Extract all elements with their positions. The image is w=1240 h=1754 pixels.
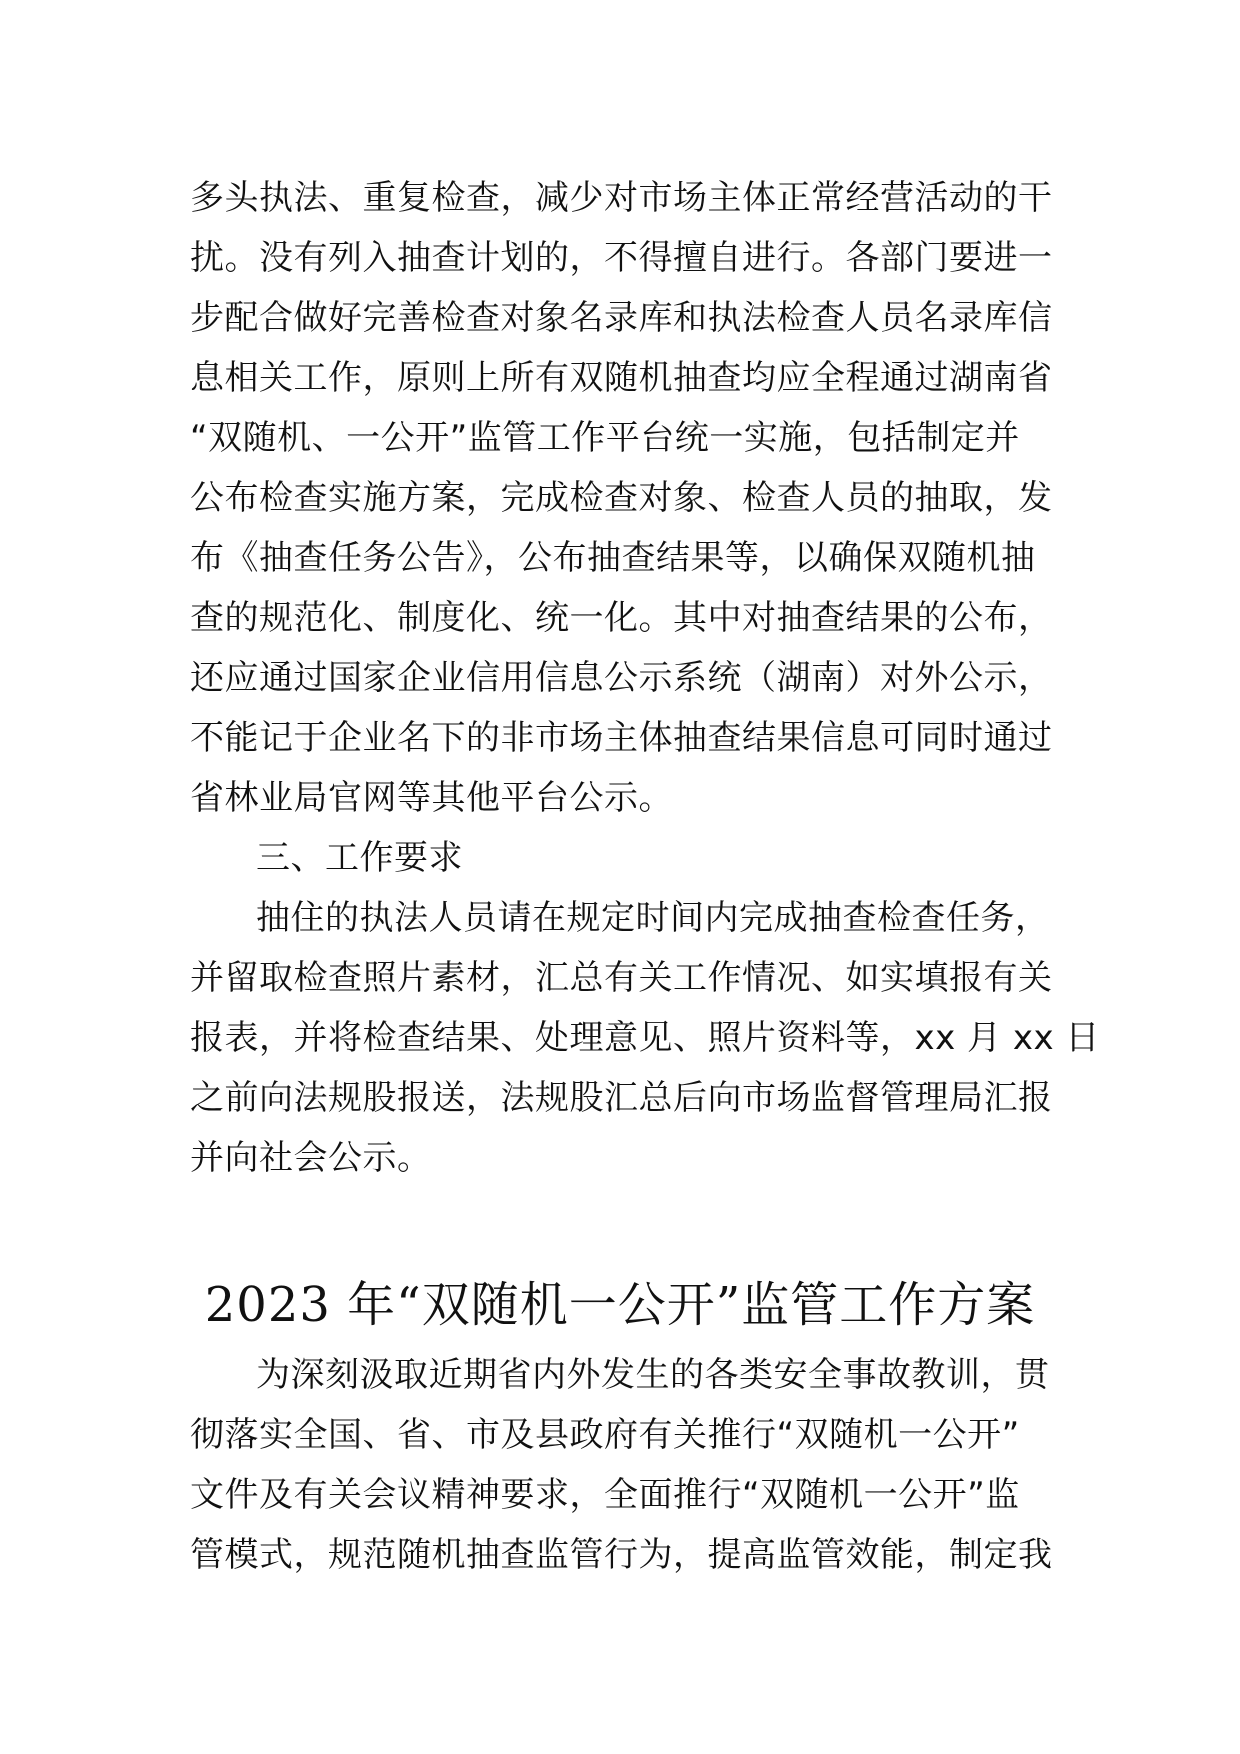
body-text-line: 息相关工作，原则上所有双随机抽查均应全程通过湖南省 <box>190 358 1053 398</box>
body-text-line: 管模式，规范随机抽查监管行为，提高监管效能，制定我 <box>190 1535 1053 1575</box>
paragraph-first-line: 为深刻汲取近期省内外发生的各类安全事故教训，贯 <box>256 1355 1050 1395</box>
body-text-line: 并留取检查照片素材，汇总有关工作情况、如实填报有关 <box>190 958 1053 998</box>
body-text-line: 布《抽查任务公告》，公布抽查结果等，以确保双随机抽 <box>190 538 1036 578</box>
body-text-line: 步配合做好完善检查对象名录库和执法检查人员名录库信 <box>190 298 1053 338</box>
body-text-line: 公布检查实施方案，完成检查对象、检查人员的抽取，发 <box>190 478 1053 518</box>
body-text-line: 文件及有关会议精神要求，全面推行“双随机一公开”监 <box>190 1475 1020 1515</box>
body-text-line: 不能记于企业名下的非市场主体抽查结果信息可同时通过 <box>190 718 1053 758</box>
body-text-line: 多头执法、重复检查，减少对市场主体正常经营活动的干 <box>190 178 1053 218</box>
body-text-line: 彻落实全国、省、市及县政府有关推行“双随机一公开” <box>190 1415 1020 1455</box>
document-title: 2023 年“双随机一公开”监管工作方案 <box>204 1277 1036 1333</box>
body-text-line: 查的规范化、制度化、统一化。其中对抽查结果的公布， <box>190 598 1053 638</box>
section-heading: 三、工作要求 <box>256 838 463 878</box>
body-text-line: 并向社会公示。 <box>190 1138 432 1178</box>
body-text-line: 之前向法规股报送，法规股汇总后向市场监督管理局汇报 <box>190 1078 1053 1118</box>
body-text-line: 省林业局官网等其他平台公示。 <box>190 778 673 818</box>
body-text-line: 扰。没有列入抽查计划的，不得擅自进行。各部门要进一 <box>190 238 1053 278</box>
paragraph-first-line: 抽住的执法人员请在规定时间内完成抽查检查任务， <box>256 898 1050 938</box>
body-text-line: “双随机、一公开”监管工作平台统一实施，包括制定并 <box>190 418 1020 458</box>
body-text-line: 还应通过国家企业信用信息公示系统（湖南）对外公示， <box>190 658 1053 698</box>
body-text-line: 报表，并将检查结果、处理意见、照片资料等，xx 月 xx 日 <box>190 1018 1100 1058</box>
